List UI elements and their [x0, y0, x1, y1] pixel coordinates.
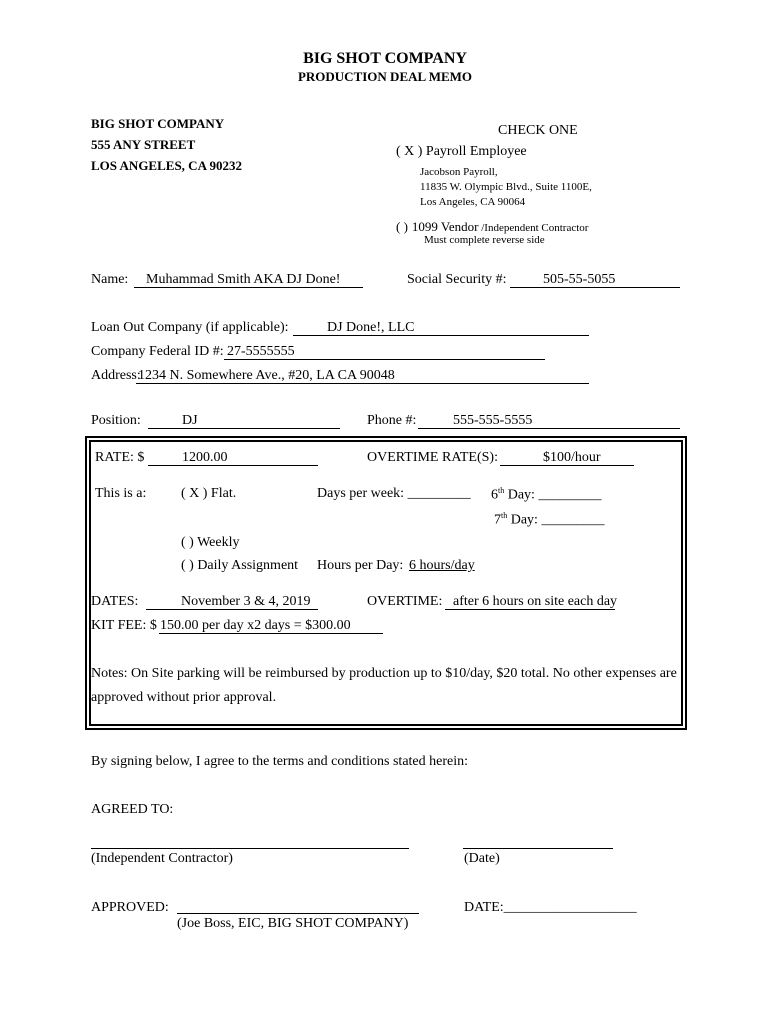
contractor-label: (Independent Contractor): [91, 851, 233, 866]
approver-label: (Joe Boss, EIC, BIG SHOT COMPANY): [177, 916, 409, 931]
vendor-label: 1099 Vendor: [411, 219, 479, 234]
date-label: (Date): [464, 851, 500, 866]
ssn-label: Social Security #:: [407, 272, 507, 287]
position-label: Position:: [91, 413, 141, 428]
contractor-date-line[interactable]: [463, 848, 613, 849]
document-title: BIG SHOT COMPANY: [303, 50, 467, 67]
federal-id-label: Company Federal ID #:: [91, 344, 224, 359]
loan-out-value[interactable]: DJ Done!, LLC: [327, 320, 415, 335]
address-value[interactable]: 1234 N. Somewhere Ave., #20, LA CA 90048: [138, 368, 395, 383]
kit-fee-label: KIT FEE: $: [91, 618, 157, 633]
notes-line-1: Notes: On Site parking will be reimbursed by production up to $10/day, $20 total. No other expenses are: [91, 666, 677, 681]
hours-per-day-label: Hours per Day:: [317, 558, 404, 573]
approver-signature-line[interactable]: [177, 913, 419, 914]
company-street: 555 ANY STREET: [91, 137, 196, 152]
company-city: LOS ANGELES, CA 90232: [91, 158, 242, 173]
approval-date-field[interactable]: DATE:___________________: [464, 900, 637, 915]
check-one-title: CHECK ONE: [498, 123, 578, 138]
vendor-checkbox[interactable]: ( ): [396, 219, 408, 234]
overtime-rate-label: OVERTIME RATE(S):: [367, 450, 498, 465]
payroll-address-line3: Los Angeles, CA 90064: [420, 196, 526, 208]
name-label: Name:: [91, 272, 129, 287]
rate-box-inner: [89, 440, 683, 726]
rate-label: RATE: $: [95, 450, 145, 465]
this-is-a-label: This is a:: [95, 486, 147, 501]
days-per-week[interactable]: Days per week: _________: [317, 486, 471, 501]
agreement-statement: By signing below, I agree to the terms and conditions stated herein:: [91, 754, 469, 769]
rate-value[interactable]: 1200.00: [182, 450, 228, 465]
federal-id-value[interactable]: 27-5555555: [227, 344, 295, 359]
vendor-note: Must complete reverse side: [424, 234, 545, 246]
overtime-label: OVERTIME:: [367, 594, 443, 609]
phone-value[interactable]: 555-555-5555: [453, 413, 533, 428]
weekly-option[interactable]: ( ) Weekly: [181, 535, 240, 550]
dates-label: DATES:: [91, 594, 139, 609]
ssn-value[interactable]: 505-55-5055: [543, 272, 616, 287]
contractor-signature-line[interactable]: [91, 848, 409, 849]
payroll-address-line2: 11835 W. Olympic Blvd., Suite 1100E,: [420, 181, 592, 193]
overtime-value[interactable]: after 6 hours on site each day: [453, 594, 618, 609]
phone-label: Phone #:: [367, 413, 417, 428]
payroll-employee-option[interactable]: ( X ) Payroll Employee: [396, 144, 527, 159]
company-name: BIG SHOT COMPANY: [91, 116, 225, 131]
notes-line-2: approved without prior approval.: [91, 690, 277, 705]
agreed-to-label: AGREED TO:: [91, 802, 174, 817]
name-value[interactable]: Muhammad Smith AKA DJ Done!: [146, 272, 341, 287]
dates-value[interactable]: November 3 & 4, 2019: [181, 594, 311, 609]
flat-option[interactable]: ( X ) Flat.: [181, 486, 237, 501]
overtime-rate-value[interactable]: $100/hour: [543, 450, 601, 465]
seventh-day-field[interactable]: 7th Day: _________: [494, 511, 605, 528]
kit-fee-value[interactable]: 150.00 per day x2 days = $300.00: [160, 618, 351, 633]
document-subtitle: PRODUCTION DEAL MEMO: [297, 69, 473, 84]
vendor-sublabel: /Independent Contractor: [478, 222, 589, 234]
approved-label: APPROVED:: [91, 900, 169, 915]
sixth-day-field[interactable]: 6th Day: _________: [491, 486, 602, 503]
position-value[interactable]: DJ: [182, 413, 198, 428]
address-label: Address:: [91, 368, 141, 383]
hours-per-day-value[interactable]: 6 hours/day: [409, 558, 475, 573]
loan-out-label: Loan Out Company (if applicable):: [91, 320, 289, 335]
payroll-address-line1: Jacobson Payroll,: [420, 166, 498, 178]
daily-assignment-option[interactable]: ( ) Daily Assignment: [181, 558, 299, 573]
